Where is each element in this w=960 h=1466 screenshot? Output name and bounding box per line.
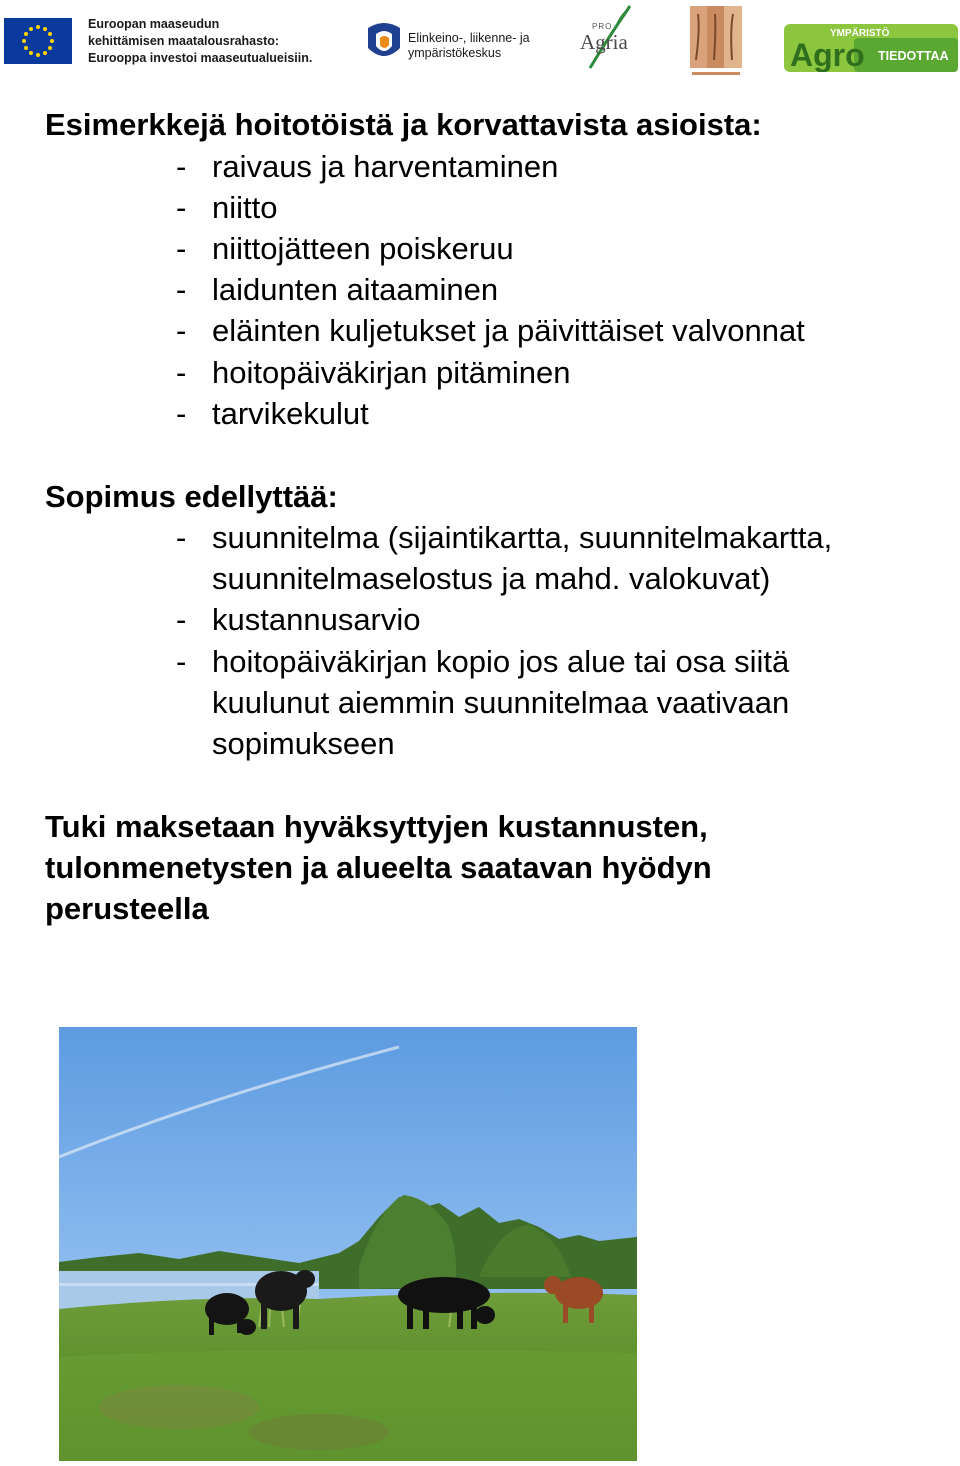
list-item-continuation: sopimukseen (212, 726, 395, 761)
list-dash: - (176, 644, 187, 679)
ely-text (408, 31, 530, 61)
list-dash: - (176, 231, 187, 266)
eu-fund-text (88, 16, 328, 67)
list-dash: - (176, 313, 187, 348)
list-item-text: raivaus ja harventaminen (212, 149, 559, 184)
list-item-text: niittojätteen poiskeruu (212, 231, 514, 266)
list-dash: - (176, 272, 187, 307)
list-item-text: hoitopäiväkirjan kopio jos alue tai osa siitä (212, 644, 790, 679)
ely-text-line: Elinkeino-, liikenne- ja (408, 31, 530, 45)
eu-text-line: Euroopan maaseudun (88, 17, 220, 31)
proagria-pro-text: PRO (592, 22, 613, 31)
logo-header (0, 0, 960, 90)
ymparisto-agro-logo-icon (784, 24, 958, 72)
list-item-text: tarvikekulut (212, 396, 369, 431)
section3-line: tulonmenetysten ja alueelta saatavan hyödyn (45, 850, 712, 885)
list-item-text: niitto (212, 190, 278, 225)
rural-women-logo-icon (688, 0, 744, 80)
list-item-text: suunnitelma (sijaintikartta, suunnitelmakartta, (212, 520, 833, 555)
list-dash: - (176, 396, 187, 431)
proagria-name-text: Agria (580, 30, 628, 54)
section2-heading: Sopimus edellyttää: (45, 479, 338, 514)
eu-text-line: Eurooppa investoi maaseutualueisiin. (88, 51, 313, 65)
section1-heading: Esimerkkejä hoitotöistä ja korvattavista asioista: (45, 107, 762, 142)
list-dash: - (176, 602, 187, 637)
agro-top-text: YMPÄRISTÖ (830, 28, 890, 39)
section3-line: perusteella (45, 891, 209, 926)
list-item-continuation: kuulunut aiemmin suunnitelmaa vaativaan (212, 685, 790, 720)
list-item-text: hoitopäiväkirjan pitäminen (212, 355, 571, 390)
list-item-text: eläinten kuljetukset ja päivittäiset valvonnat (212, 313, 805, 348)
grazing-cattle-photo (59, 1027, 637, 1461)
list-item-continuation: suunnitelmaselostus ja mahd. valokuvat) (212, 561, 771, 596)
ely-logo (362, 20, 542, 68)
list-item-text: kustannusarvio (212, 602, 421, 637)
proagria-logo (578, 2, 648, 72)
section3-line: Tuki maksetaan hyväksyttyjen kustannusten, (45, 809, 708, 844)
eu-flag-icon (4, 18, 72, 64)
list-dash: - (176, 149, 187, 184)
list-item-text: laidunten aitaaminen (212, 272, 499, 307)
agro-main-text: Agro (790, 37, 865, 72)
ely-text-line: ympäristökeskus (408, 46, 502, 60)
list-dash: - (176, 190, 187, 225)
list-dash: - (176, 355, 187, 390)
agro-side-text: TIEDOTTAA (878, 49, 949, 63)
ely-emblem-icon (362, 20, 406, 68)
list-dash: - (176, 520, 187, 555)
eu-text-line: kehittämisen maatalousrahasto: (88, 34, 280, 48)
